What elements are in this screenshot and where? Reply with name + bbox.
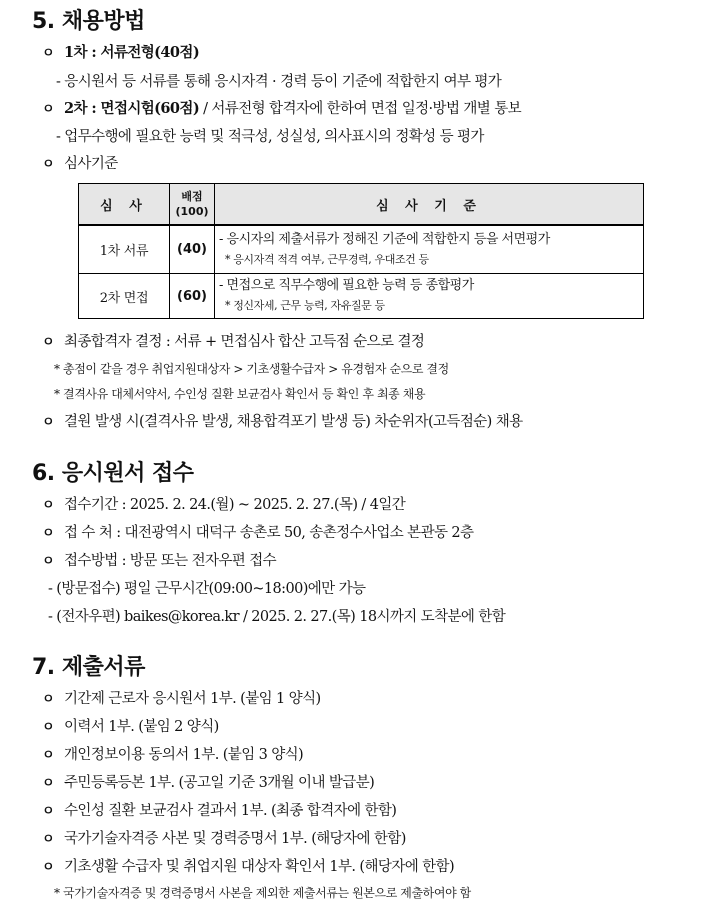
bullet-circle-icon: ㅇ: [42, 720, 54, 735]
final-decision: 최종합격자 결정 : 서류 + 면접심사 합산 고득점 순으로 결정: [64, 334, 425, 350]
list-item: ㅇ 이력서 1부. (붙임 2 양식): [42, 715, 219, 736]
bullet-circle-icon: ㅇ: [42, 860, 54, 875]
application-period: 접수기간 : 2025. 2. 24.(월) ~ 2025. 2. 27.(목) / 4일간: [64, 497, 406, 513]
stage1-description: - 응시원서 등 서류를 통해 응시자격 · 경력 등이 기준에 적합한지 여부 평가: [56, 74, 502, 90]
bullet-circle-icon: ㅇ: [42, 692, 54, 707]
list-item: ㅇ 주민등록등본 1부. (공고일 기준 3개월 이내 발급분): [42, 771, 374, 792]
list-item: ㅇ 기초생활 수급자 및 취업지원 대상자 확인서 1부. (해당자에 한함): [42, 855, 454, 876]
method-line: [42, 549, 276, 570]
visit-application: - (방문접수) 평일 근무시간(09:00~18:00)에만 가능: [48, 581, 366, 597]
header-exam-cell: 심 사: [79, 184, 170, 224]
bullet-circle-icon: ㅇ: [42, 46, 54, 61]
list-item: ㅇ 기간제 근로자 응시원서 1부. (붙임 1 양식): [42, 687, 321, 708]
criteria-cell: - 응시자의 제출서류가 정해진 기준에 적합한지 등을 서면평가 * 응시자격 적격 여부, 근무경력, 우대조건 등: [219, 231, 550, 266]
list-item: ㅇ 개인정보이용 동의서 1부. (붙임 3 양식): [42, 743, 303, 764]
section-6-title: 6. 응시원서 접수: [32, 461, 194, 486]
section-7-title: 7. 제출서류: [32, 655, 145, 680]
bullet-circle-icon: ㅇ: [42, 157, 54, 172]
criteria-title: 심사기준: [64, 156, 118, 172]
stage1-label: 1차 : 서류전형(40점): [64, 44, 200, 61]
stage2-rest: / 서류전형 합격자에 한하여 면접 일정·방법 개별 통보: [199, 101, 522, 117]
exam-cell: 1차 서류: [79, 226, 170, 273]
criteria-cell: - 면접으로 직무수행에 필요한 능력 등 종합평가 * 정신자세, 근무 능력, 자유질문 등: [219, 278, 474, 312]
bullet-circle-icon: ㅇ: [42, 776, 54, 791]
vacancy-line: [42, 410, 523, 431]
stage2-label: 2차 : 면접시험(60점): [64, 100, 200, 117]
list-item: ㅇ 국가기술자격증 사본 및 경력증명서 1부. (해당자에 한함): [42, 827, 406, 848]
table-header-row: [79, 184, 643, 226]
bullet-circle-icon: ㅇ: [42, 554, 54, 569]
bullet-circle-icon: ㅇ: [42, 526, 54, 541]
header-criteria-cell: 심 사 기 준: [376, 198, 482, 214]
period-line: [42, 493, 405, 514]
list-item: ㅇ 수인성 질환 보균검사 결과서 1부. (최종 합격자에 한함): [42, 799, 396, 820]
final-decision-line: [42, 330, 424, 351]
section-5-title: 5. 채용방법: [32, 9, 145, 34]
points-cell: (60): [170, 274, 215, 318]
table-row: [79, 274, 643, 318]
note-disqualification: * 결격사유 대체서약서, 수인성 질환 보균검사 확인서 등 확인 후 최종 채용: [54, 387, 426, 401]
stage2-description: - 업무수행에 필요한 능력 및 적극성, 성실성, 의사표시의 정확성 등 평가: [56, 129, 484, 145]
application-place: 접 수 처 : 대전광역시 대덕구 송촌로 50, 송촌정수사업소 본관동 2층: [64, 525, 474, 541]
points-cell: (40): [170, 226, 215, 273]
email-application: - (전자우편) baikes@korea.kr / 2025. 2. 27.(목) 18시까지 도착분에 한함: [48, 609, 506, 625]
criteria-table: [78, 183, 644, 319]
note-tie-break: * 총점이 같을 경우 취업지원대상자 > 기초생활수급자 > 유경험자 순으로 결정: [54, 362, 449, 376]
stage1-line: [42, 41, 199, 62]
submission-note: * 국가기술자격증 및 경력증명서 사본을 제외한 제출서류는 원본으로 제출하여야 함: [54, 886, 471, 900]
bullet-circle-icon: ㅇ: [42, 748, 54, 763]
bullet-circle-icon: ㅇ: [42, 335, 54, 350]
place-line: [42, 521, 473, 542]
bullet-circle-icon: ㅇ: [42, 804, 54, 819]
bullet-circle-icon: ㅇ: [42, 498, 54, 513]
header-points-cell: 배점 (100): [170, 184, 215, 224]
table-row: [79, 226, 643, 274]
stage2-line: [42, 97, 521, 118]
vacancy-text: 결원 발생 시(결격사유 발생, 채용합격포기 발생 등) 차순위자(고득점순) 채용: [64, 414, 523, 430]
exam-cell: 2차 면접: [79, 274, 170, 318]
bullet-circle-icon: ㅇ: [42, 832, 54, 847]
application-method: 접수방법 : 방문 또는 전자우편 접수: [64, 553, 277, 569]
bullet-circle-icon: ㅇ: [42, 415, 54, 430]
bullet-circle-icon: ㅇ: [42, 102, 54, 117]
criteria-title-line: [42, 152, 118, 173]
